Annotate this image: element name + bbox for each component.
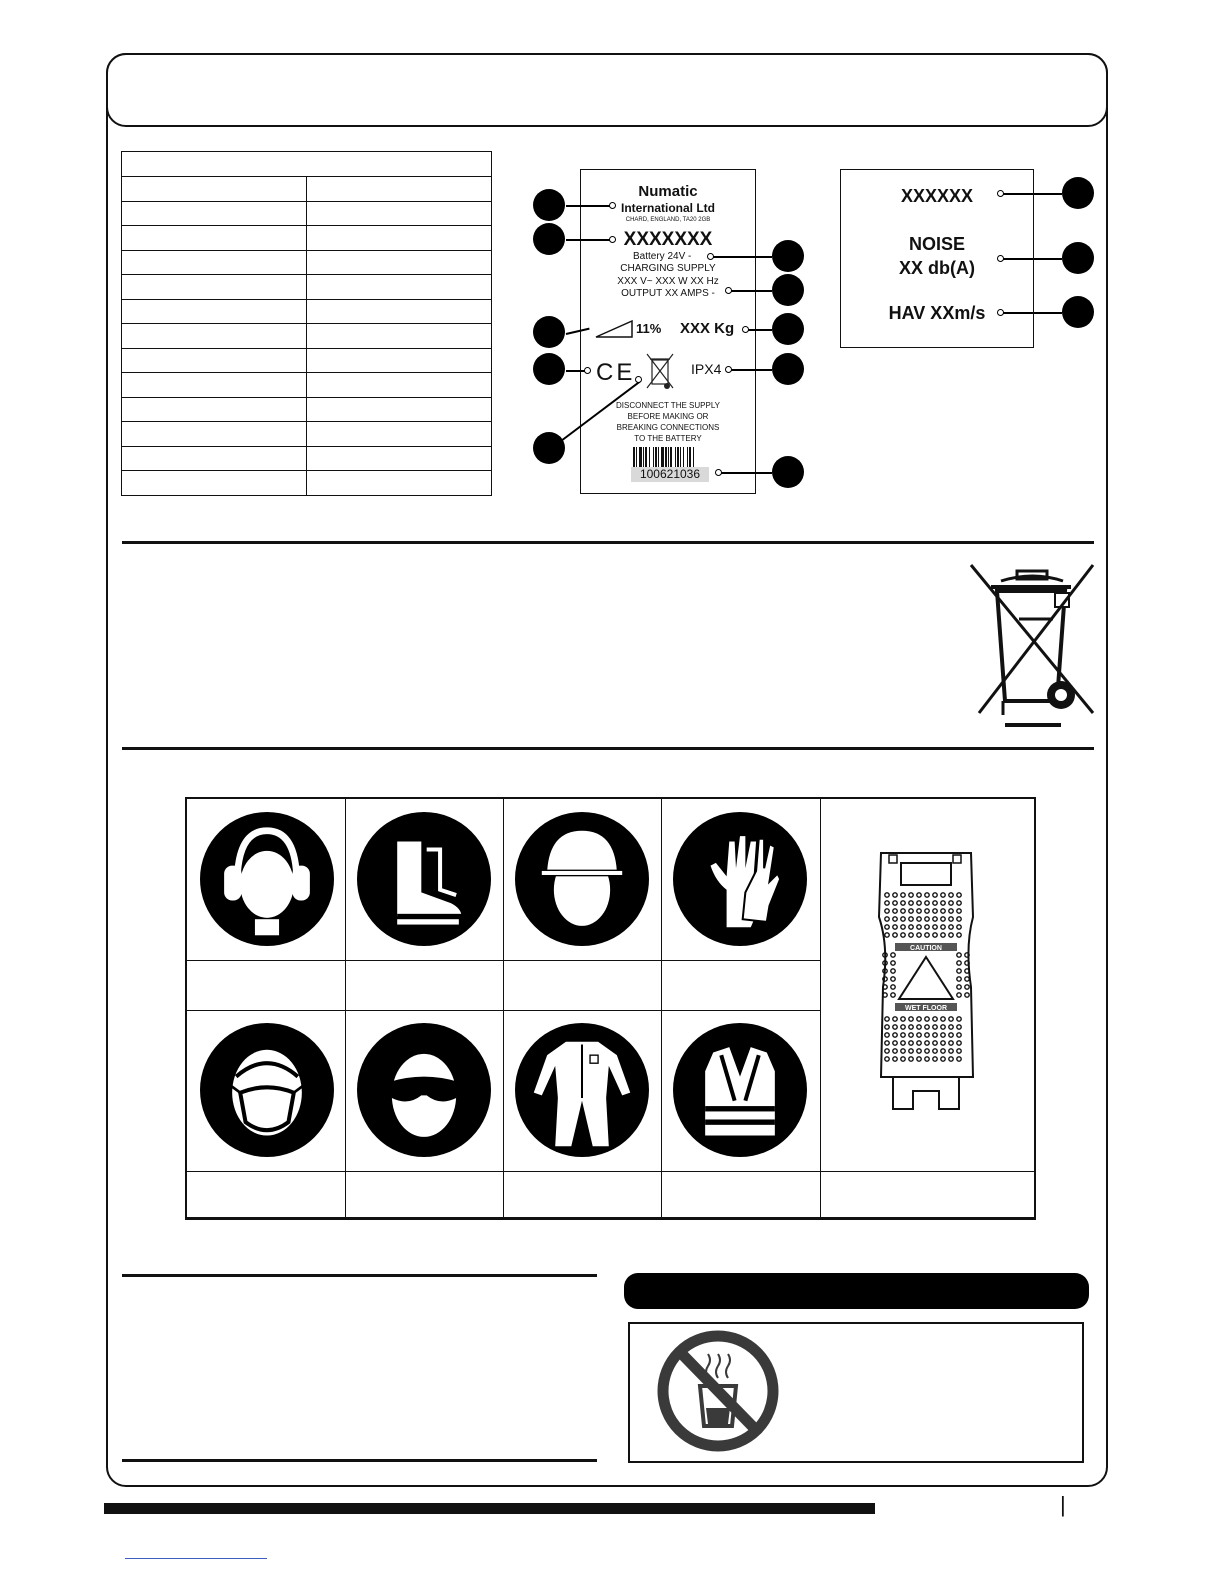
barcode-bar xyxy=(683,447,684,467)
spec-row xyxy=(122,324,492,349)
brand-name: Numatic xyxy=(638,183,698,200)
callout-marker xyxy=(533,223,565,255)
warning-title-bar xyxy=(624,1273,1089,1309)
footer-bar xyxy=(104,1503,875,1514)
spec-row xyxy=(122,275,492,300)
leader-line xyxy=(719,472,772,474)
ppe-caption-cell xyxy=(346,961,504,1011)
callout-marker xyxy=(533,189,565,221)
barcode-bar xyxy=(658,447,659,467)
company-address: CHARD, ENGLAND, TA20 2GB xyxy=(625,217,711,223)
spec-table-header xyxy=(122,152,492,177)
ppe-caption-cell xyxy=(187,961,346,1011)
charging-supply: CHARGING SUPPLY xyxy=(620,263,716,274)
barcode xyxy=(631,447,709,467)
warning-line-2: BEFORE MAKING OR xyxy=(627,412,709,421)
hi-vis-vest-icon xyxy=(673,1023,807,1157)
barcode-bar xyxy=(680,447,681,467)
no-food-drink-icon xyxy=(656,1328,780,1454)
leader-line xyxy=(566,239,613,241)
hav-value: HAV XXm/s xyxy=(888,303,986,323)
specification-table xyxy=(121,151,492,496)
leader-line xyxy=(729,369,772,371)
max-gradient: 11% xyxy=(636,321,662,336)
spec-row xyxy=(122,446,492,471)
callout-dot xyxy=(609,202,616,209)
overalls-icon xyxy=(515,1023,649,1157)
callout-dot xyxy=(742,326,749,333)
dust-mask-icon xyxy=(200,1023,334,1157)
caution-text: CAUTION xyxy=(910,945,942,952)
callout-marker xyxy=(1062,296,1094,328)
ppe-caption-cell xyxy=(187,1172,346,1218)
leader-line xyxy=(729,290,772,292)
safety-goggles-icon xyxy=(357,1023,491,1157)
spec-row xyxy=(122,299,492,324)
machine-weight: XXX Kg xyxy=(680,320,735,337)
callout-dot xyxy=(725,366,732,373)
callout-marker xyxy=(772,240,804,272)
wet-floor-sign-icon xyxy=(873,847,979,1115)
gloves-icon xyxy=(673,812,807,946)
model-number: XXXXXXX xyxy=(623,229,713,250)
page-marker: | xyxy=(1060,1492,1066,1517)
serial-number: 100621036 xyxy=(631,467,709,482)
callout-marker xyxy=(1062,177,1094,209)
spec-row xyxy=(122,422,492,447)
barcode-bar xyxy=(643,447,644,467)
hard-hat-icon xyxy=(515,812,649,946)
rating-label xyxy=(580,169,756,494)
noise-label-code: XXXXXX xyxy=(900,186,974,206)
spec-row xyxy=(122,397,492,422)
section-rule xyxy=(122,541,1094,544)
weee-crossed-bin-icon xyxy=(965,563,1095,728)
leader-line xyxy=(746,329,772,331)
weee-bin-icon xyxy=(645,352,675,392)
callout-dot xyxy=(715,469,722,476)
ppe-caption-cell xyxy=(662,961,821,1011)
barcode-bar xyxy=(689,447,691,467)
noise-title: NOISE xyxy=(908,234,965,254)
leader-line xyxy=(566,205,613,207)
spec-row xyxy=(122,201,492,226)
leader-line xyxy=(711,256,772,258)
callout-dot xyxy=(609,236,616,243)
barcode-bar xyxy=(675,447,676,467)
ppe-caption-cell xyxy=(504,961,662,1011)
spec-row xyxy=(122,177,492,202)
spec-row xyxy=(122,250,492,275)
charging-rating: XXX V~ XXX W XX Hz xyxy=(617,276,719,287)
barcode-bar xyxy=(633,447,635,467)
footer-link-underline xyxy=(125,1558,267,1559)
barcode-bar xyxy=(655,447,657,467)
noise-value: XX db(A) xyxy=(899,258,975,278)
warning-box xyxy=(628,1322,1084,1463)
callout-dot xyxy=(725,287,732,294)
barcode-bar xyxy=(636,447,637,467)
ppe-caption-cell xyxy=(346,1172,504,1218)
callout-marker xyxy=(772,313,804,345)
battery-rating: Battery 24V - xyxy=(633,251,692,262)
spec-row xyxy=(122,471,492,496)
output-rating: OUTPUT XX AMPS - xyxy=(621,288,715,299)
warning-line-1: DISCONNECT THE SUPPLY xyxy=(615,401,721,410)
barcode-bar xyxy=(639,447,642,467)
barcode-bar xyxy=(670,447,672,467)
spec-row xyxy=(122,348,492,373)
warning-line-3: BREAKING CONNECTIONS xyxy=(616,423,720,432)
callout-marker xyxy=(533,316,565,348)
callout-dot xyxy=(635,376,642,383)
section-rule xyxy=(122,1459,597,1462)
callout-marker xyxy=(772,456,804,488)
barcode-bar xyxy=(645,447,647,467)
gradient-icon xyxy=(594,319,634,339)
callout-dot xyxy=(707,253,714,260)
ce-mark: CE xyxy=(596,359,636,386)
company-name: International Ltd xyxy=(621,201,715,215)
callout-marker xyxy=(772,274,804,306)
wet-floor-text: WET FLOOR xyxy=(905,1005,947,1012)
ppe-caption-cell xyxy=(821,1172,1034,1218)
barcode-bar xyxy=(661,447,664,467)
noise-label xyxy=(840,169,1034,348)
header-band xyxy=(106,53,1108,127)
barcode-bar xyxy=(693,447,694,467)
ppe-caption-cell xyxy=(662,1172,821,1218)
spec-row xyxy=(122,226,492,251)
barcode-bar xyxy=(677,447,679,467)
safety-boots-icon xyxy=(357,812,491,946)
section-rule xyxy=(122,747,1094,750)
callout-dot xyxy=(584,367,591,374)
barcode-bar xyxy=(668,447,669,467)
callout-marker xyxy=(533,432,565,464)
callout-marker xyxy=(772,353,804,385)
warning-line-4: TO THE BATTERY xyxy=(634,434,702,443)
barcode-bar xyxy=(649,447,650,467)
ip-rating: IPX4 xyxy=(691,361,722,377)
barcode-bar xyxy=(687,447,688,467)
ppe-caption-cell xyxy=(504,1172,662,1218)
spec-row xyxy=(122,373,492,398)
callout-marker xyxy=(533,353,565,385)
barcode-bar xyxy=(665,447,667,467)
ppe-icon-grid xyxy=(185,797,1036,1220)
barcode-bar xyxy=(653,447,654,467)
section-rule xyxy=(122,1274,597,1277)
ear-protection-icon xyxy=(200,812,334,946)
callout-marker xyxy=(1062,242,1094,274)
